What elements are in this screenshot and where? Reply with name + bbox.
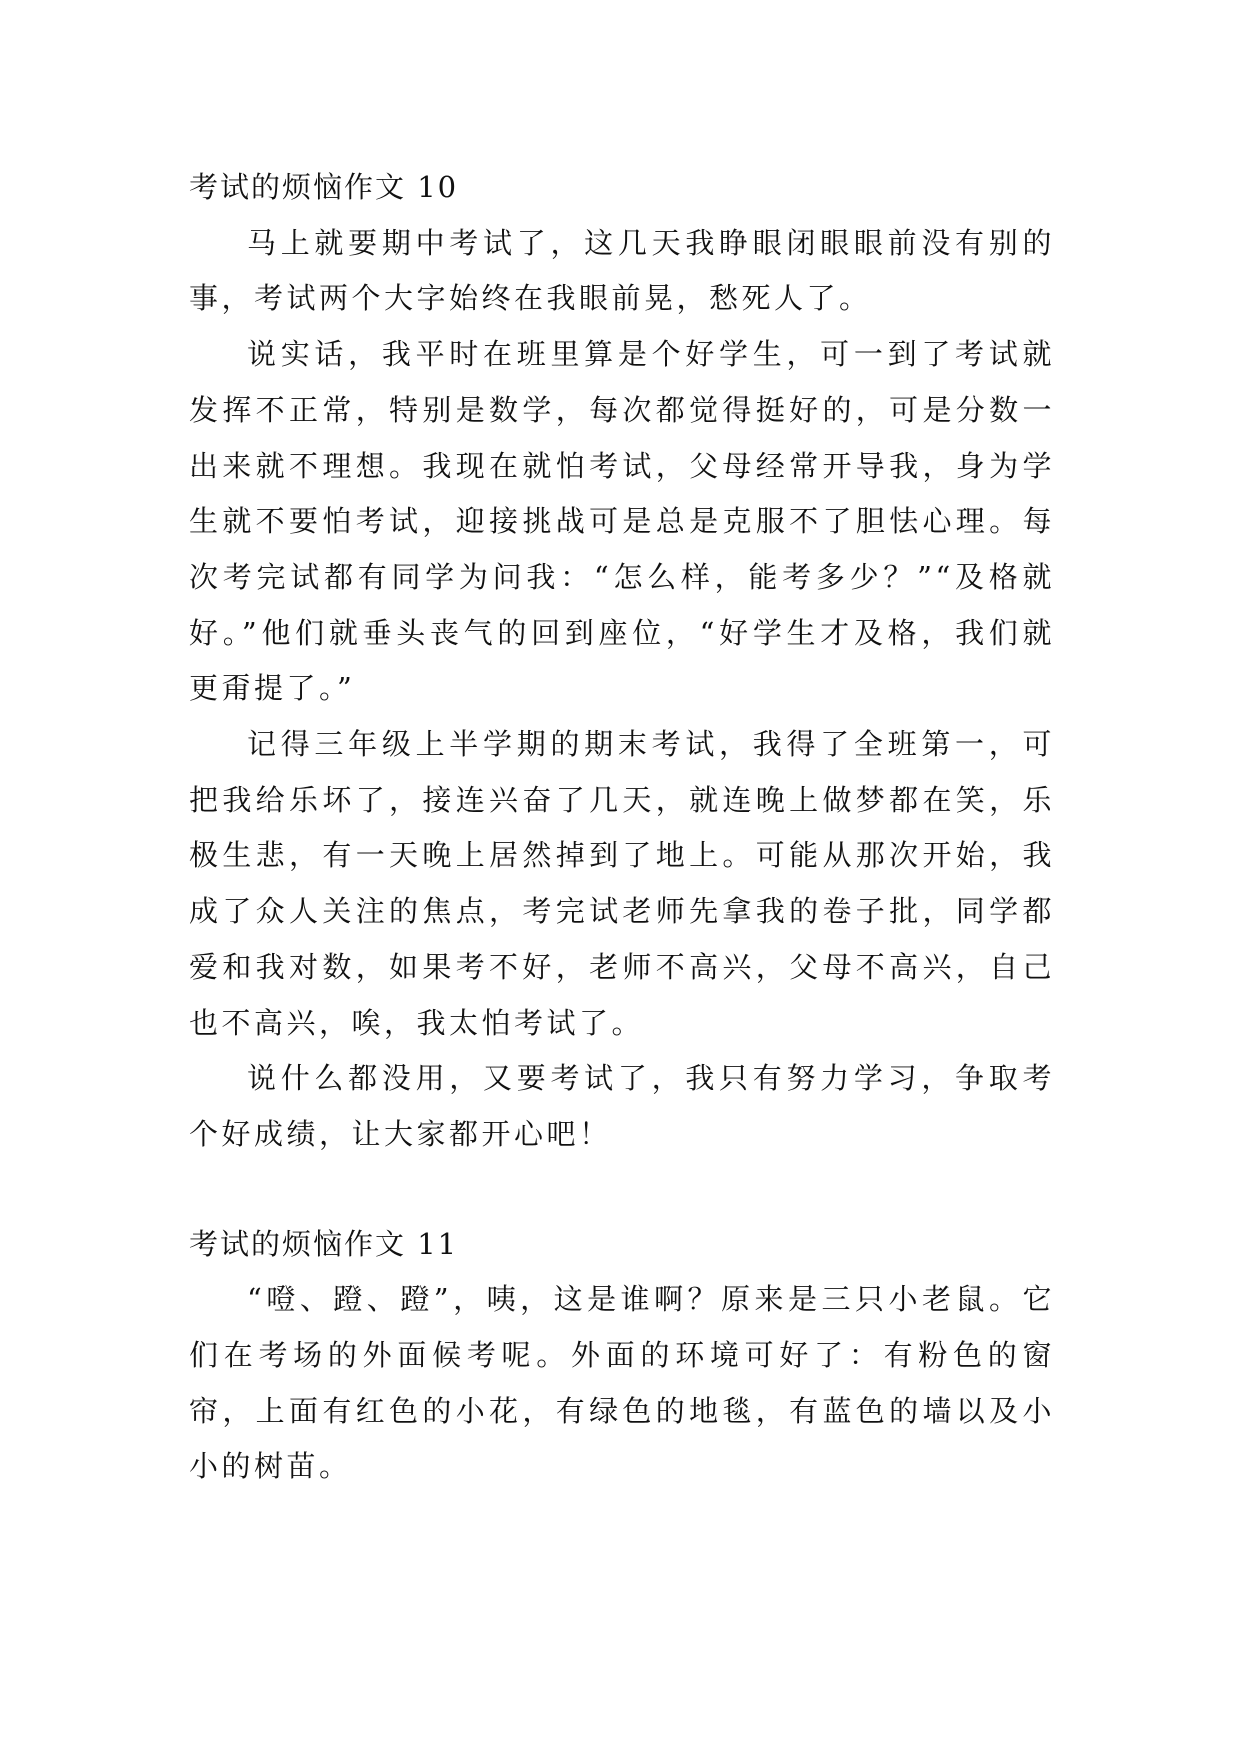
essay-section-10 [189,160,1055,1163]
document-body [189,160,1055,1495]
section-spacer [189,1163,1055,1217]
section-title: 考试的烦恼作文 11 [189,1226,459,1261]
paragraph: “噔、蹬、蹬”，咦，这是谁啊？原来是三只小老鼠。它们在考场的外面候考呢。外面的环境可好了：有粉色的窗帘，上面有红色的小花，有绿色的地毯，有蓝色的墙以及小小的树苗。 [189,1282,1055,1484]
paragraph: 马上就要期中考试了，这几天我睁眼闭眼眼前没有别的事，考试两个大字始终在我眼前晃，愁死人了。 [189,225,1055,316]
essay-section-11 [189,1217,1055,1496]
paragraph: 说什么都没用，又要考试了，我只有努力学习，争取考个好成绩，让大家都开心吧！ [189,1061,1055,1151]
section-title: 考试的烦恼作文 10 [189,170,459,204]
paragraph: 说实话，我平时在班里算是个好学生，可一到了考试就发挥不正常，特别是数学，每次都觉得挺好的，可是分数一出来就不理想。我现在就怕考试，父母经常开导我，身为学生就不要怕考试，迎接挑战可是总是克服不了胆怯心理。每次考完试都有同学为问我：“怎么样，能考多少？”“及格就好。”他们就垂头丧气的回到座位，“好学生才及格，我们就更甭提了。” [189,337,1055,706]
paragraph: 记得三年级上半学期的期末考试，我得了全班第一，可把我给乐坏了，接连兴奋了几天，就连晚上做梦都在笑，乐极生悲，有一天晚上居然掉到了地上。可能从那次开始，我成了众人关注的焦点，考完试老师先拿我的卷子批，同学都爱和我对数，如果考不好，老师不高兴，父母不高兴，自己也不高兴，唉，我太怕考试了。 [189,727,1055,1040]
